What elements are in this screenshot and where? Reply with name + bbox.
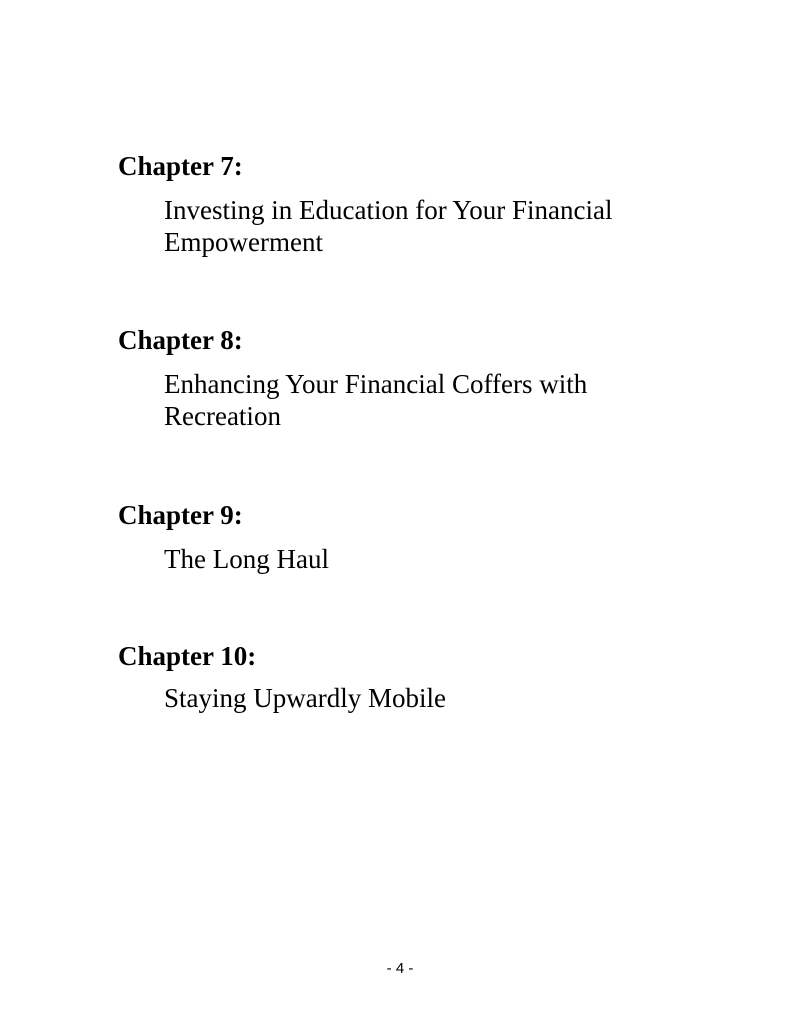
chapter-title: Investing in Education for Your Financial Empowerment [164, 195, 613, 257]
chapter-title: Staying Upwardly Mobile [164, 683, 446, 713]
chapter-entry-9 [118, 499, 718, 575]
chapter-entry-8 [118, 324, 718, 432]
chapter-heading: Chapter 7: [118, 151, 243, 181]
chapter-heading: Chapter 9: [118, 500, 243, 530]
chapter-heading: Chapter 10: [118, 641, 257, 671]
page-number: - 4 - [386, 960, 414, 977]
chapter-entry-7 [118, 150, 718, 258]
chapter-heading: Chapter 8: [118, 325, 243, 355]
chapter-title: Enhancing Your Financial Coffers with Recreation [164, 369, 588, 431]
chapter-entry-10 [118, 640, 718, 714]
chapter-title: The Long Haul [164, 544, 329, 574]
